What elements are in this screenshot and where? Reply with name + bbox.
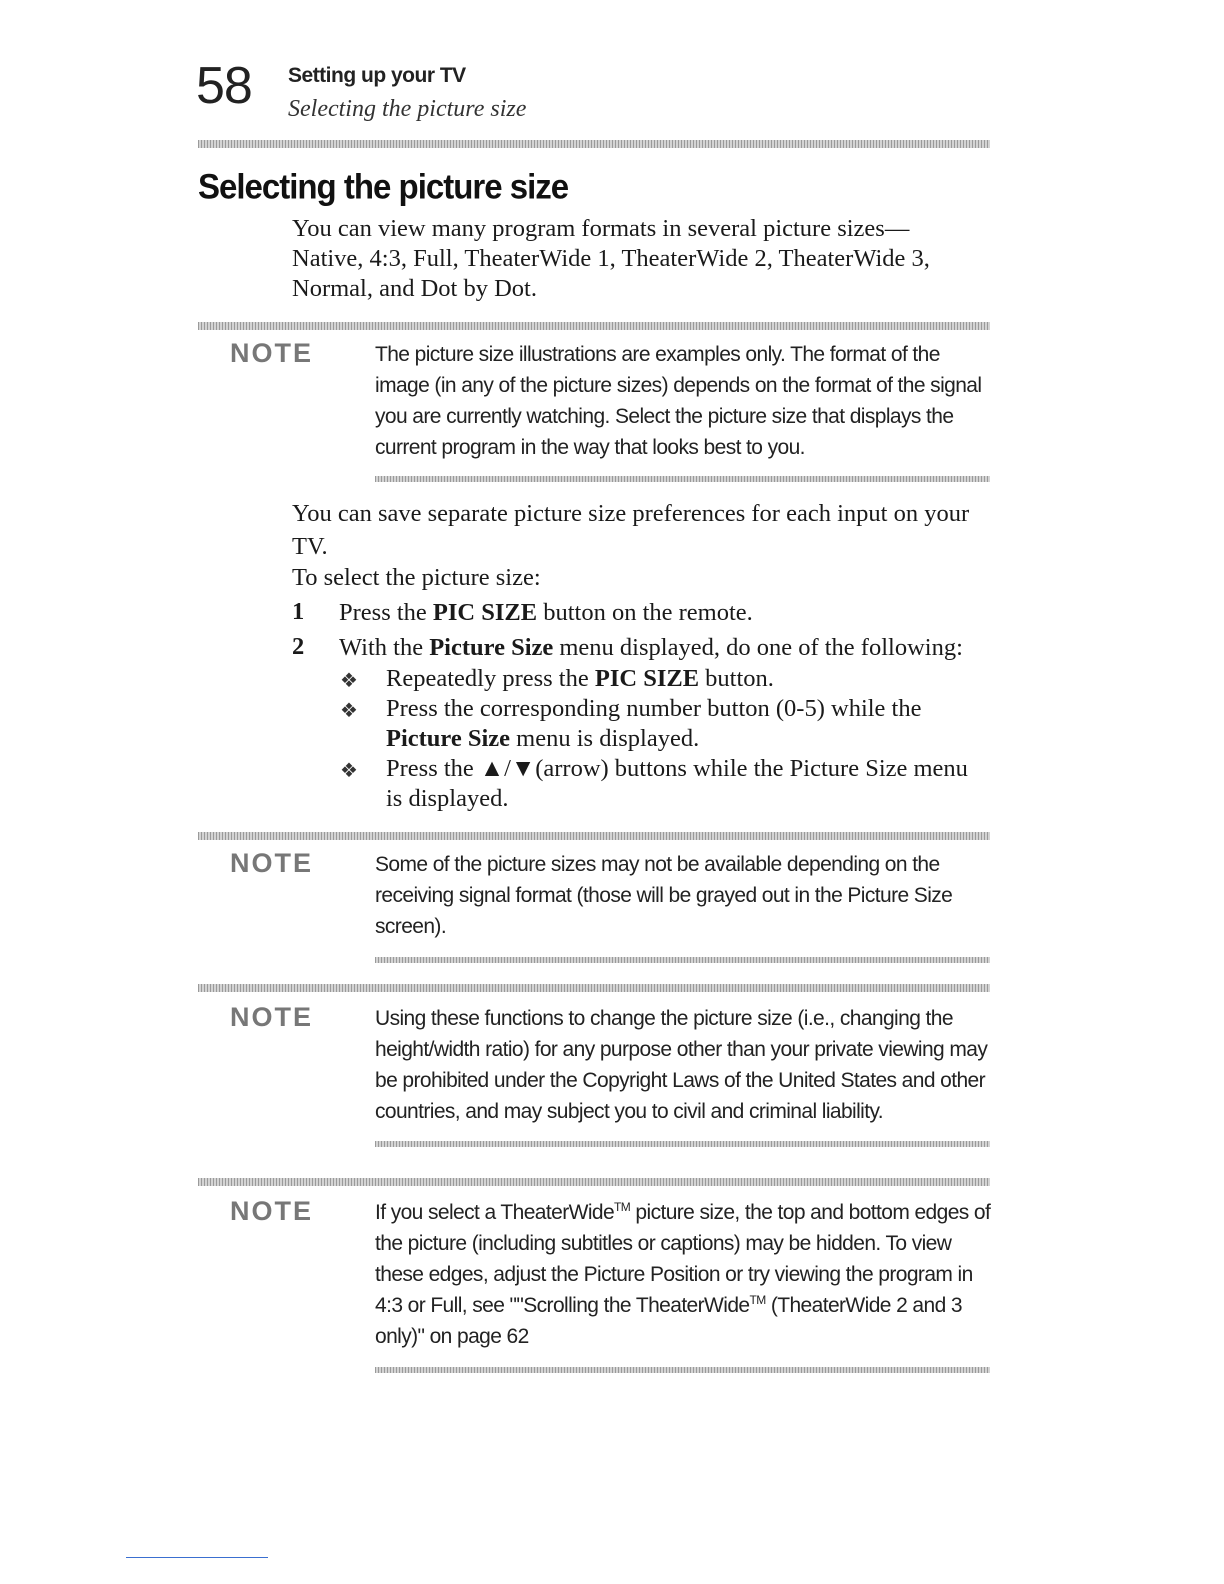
- note-label: NOTE: [230, 1002, 314, 1032]
- trademark-mark: TM: [749, 1293, 766, 1307]
- note-divider-top: [198, 984, 990, 992]
- bullet-icon: ❖: [340, 670, 358, 692]
- step-pre: With the: [339, 634, 430, 661]
- step-number: 2: [292, 633, 305, 660]
- note-text-part: If you select a TheaterWide: [375, 1201, 615, 1224]
- note-label: NOTE: [230, 848, 314, 878]
- trademark-mark: TM: [614, 1200, 631, 1214]
- step-bold: Picture Size: [429, 634, 554, 661]
- step-number: 1: [292, 598, 305, 625]
- bullet-bold: PIC SIZE: [594, 665, 700, 692]
- footer-line: [126, 1557, 268, 1558]
- chapter-title: Setting up your TV: [288, 64, 466, 87]
- bullet-text: [386, 664, 986, 694]
- bullet-post: menu is displayed.: [510, 725, 700, 752]
- note-divider-bottom: [375, 476, 990, 482]
- header-divider: [198, 140, 990, 148]
- bullet-text: Press the ▲/▼(arrow) buttons while the Picture Size menu is displayed.: [386, 755, 968, 812]
- note-label: NOTE: [230, 338, 314, 368]
- intro-paragraph: You can view many program formats in several picture sizes— Native, 4:3, Full, TheaterWide 1, TheaterWide 2, TheaterWide 3, Normal, and Dot by Dot.: [292, 215, 930, 302]
- save-paragraph: You can save separate picture size preferences for each input on your TV.: [292, 500, 970, 560]
- note-text: Some of the picture sizes may not be available depending on the receiving signal format (those will be grayed out in the Picture Size screen).: [375, 853, 953, 938]
- note-text-part: (TheaterWide 2 and 3 only)" on page 62: [375, 1294, 962, 1348]
- note-divider-bottom: [375, 1141, 990, 1147]
- note-divider-bottom: [375, 957, 990, 963]
- step-text: [339, 633, 999, 663]
- note-divider-top: [198, 1178, 990, 1186]
- step-pre: Press the: [339, 599, 433, 626]
- note-text: Using these functions to change the picture size (i.e., changing the height/width ratio) for any purpose other than your private viewing may be prohibited under the Copyright Laws of the United States and other countries, and may subject you to civil and criminal liability.: [375, 1007, 988, 1123]
- note-text-part: picture size, the top and bottom edges of the picture (including subtitles or captions) may be hidden. To view these edges, adjust the Picture Position or try viewing the program in 4:3 or Full, see ""Scrolling the TheaterWide: [375, 1201, 991, 1317]
- bullet-text: [386, 694, 986, 754]
- note-divider-bottom: [375, 1367, 990, 1373]
- bullet-pre: Repeatedly press the: [386, 665, 595, 692]
- note-divider-top: [198, 832, 990, 840]
- step-bold: PIC SIZE: [432, 599, 538, 626]
- select-intro: To select the picture size:: [292, 564, 541, 591]
- note-divider-top: [198, 322, 990, 330]
- note-text: The picture size illustrations are examples only. The format of the image (in any of the picture sizes) depends on the format of the signal you are currently watching. Select the picture size that displays the current program in the way that looks best to you.: [375, 343, 982, 459]
- bullet-bold: Picture Size: [386, 725, 511, 752]
- chapter-subtitle: Selecting the picture size: [288, 96, 527, 122]
- page-number: 58: [196, 57, 252, 115]
- bullet-pre: Press the corresponding number button (0-5) while the: [386, 695, 922, 722]
- bullet-icon: ❖: [340, 700, 358, 722]
- note-text: [375, 1197, 995, 1352]
- bullet-icon: ❖: [340, 760, 358, 782]
- step-post: menu displayed, do one of the following:: [553, 634, 963, 661]
- bullet-post: button.: [699, 665, 774, 692]
- note-label: NOTE: [230, 1196, 314, 1226]
- section-heading: Selecting the picture size: [198, 166, 569, 206]
- step-text: [339, 598, 999, 628]
- step-post: button on the remote.: [537, 599, 753, 626]
